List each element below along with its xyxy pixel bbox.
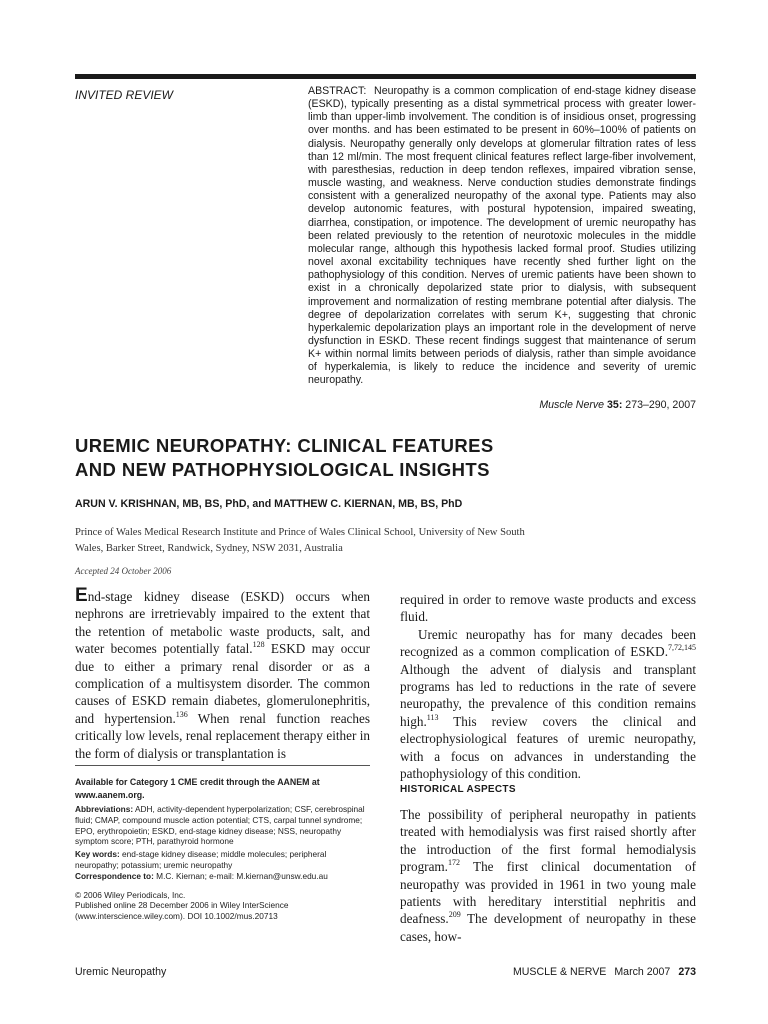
p3-text-b: The first clinical documentation of neuropathy was provided in 1961 in two young male patients with hereditary interstitial nephritis and deafness. xyxy=(400,859,696,927)
ref-sup: 113 xyxy=(426,712,439,722)
abstract xyxy=(308,85,696,388)
drop-cap: E xyxy=(75,585,88,606)
keywords xyxy=(75,849,370,871)
citation-volume: 35: xyxy=(607,399,623,411)
section-heading-historical: HISTORICAL ASPECTS xyxy=(400,784,516,795)
authors: ARUN V. KRISHNAN, MB, BS, PhD, and MATTHEW C. KIERNAN, MB, BS, PhD xyxy=(75,498,463,510)
intro-text-c: When renal function reaches critically low levels, renal replacement therapy either in the form of dialysis or transplantation is xyxy=(75,710,370,761)
keywords-label: Key words: xyxy=(75,849,120,860)
p2-text-b: Although the advent of dialysis and transplant programs has led to reductions in the rate of severe neuropathy, the prevalence of this condition remains high. xyxy=(400,661,696,729)
citation-pages: 273–290, 2007 xyxy=(625,399,696,411)
abstract-text: Neuropathy is a common complication of end-stage kidney disease (ESKD), typically presenting as a distal symmetrical process with greater lower-limb than upper-limb involvement. The condition is of insidious onset, progressing over months. and has been estimated to be present in 60%–100% of patients on dialysis. Neuropathy generally only develops at glomerular filtration rates of less than 12 ml/min. The most frequent clinical features reflect large-fiber involvement, with paresthesias, reduction in deep tendon reflexes, impaired vibration sense, muscle wasting, and weakness. Nerve conduction studies demonstrate findings consistent with a generalized neuropathy of the axonal type. Patients may also develop autonomic features, with postural hypotension, impaired sweating, diarrhea, constipation, or impotence. The development of uremic neuropathy has been related previously to the retention of neurotoxic molecules in the middle molecular range, although this hypothesis lacked formal proof. Studies utilizing novel axonal excitability techniques have recently shed further light on the pathophysiology of this condition. Nerves of uremic patients have been shown to exist in a chronically depolarized state prior to dialysis, with subsequent improvement and normalization of resting membrane potential after dialysis. The degree of depolarization correlates with serum K+, suggesting that chronic hyperkalemic depolarization plays an important role in the development of nerve dysfunction in ESKD. These recent findings suggest that maintenance of serum K+ within normal limits between periods of dialysis, rather than simple avoidance of hyperkalemia, is likely to reduce the incidence and severity of uremic neuropathy. xyxy=(308,85,696,387)
footer-journal: MUSCLE & NERVE xyxy=(512,966,607,978)
keywords-text: end-stage kidney disease; middle molecules; peripheral neuropathy; potassium; uremic neuropathy xyxy=(75,849,327,870)
historical-paragraph xyxy=(400,806,696,945)
page-number: 273 xyxy=(678,966,696,978)
paragraph-3 xyxy=(400,806,696,945)
title-line-2: AND NEW PATHOPHYSIOLOGICAL INSIGHTS xyxy=(75,459,490,480)
abbreviations-text: ADH, activity-dependent hyperpolarization; CSF, cerebrospinal fluid; CMAP, compound muscle action potential; CTS, carpal tunnel syndrome; EPO, erythropoietin; ESKD, end-stage kidney disease; NSS, neuropathy symptom score; PTH, parathyroid hormone xyxy=(75,804,365,847)
abbreviations xyxy=(75,804,370,847)
body-column-right xyxy=(400,591,696,782)
review-type-label: INVITED REVIEW xyxy=(75,88,174,102)
top-rule xyxy=(75,74,696,79)
p2-text-a: Uremic neuropathy has for many decades been recognized as a common complication of ESKD. xyxy=(400,626,696,660)
correspondence xyxy=(75,871,370,882)
abstract-label: ABSTRACT: xyxy=(308,85,367,97)
ref-sup: 136 xyxy=(175,709,188,719)
correspondence-label: Correspondence to: xyxy=(75,870,154,881)
ref-sup: 128 xyxy=(252,640,265,650)
footnote-divider xyxy=(75,765,370,766)
footer-date: March 2007 xyxy=(614,966,671,978)
p3-text-a: The possibility of peripheral neuropathy in patients treated with hemodialysis was first raised shortly after the introduction of the first formal hemodialysis program. xyxy=(400,807,696,875)
title-line-1: UREMIC NEUROPATHY: CLINICAL FEATURES xyxy=(75,435,494,456)
p3-text-c: The development of neuropathy in these cases, how- xyxy=(400,911,696,944)
abbreviations-label: Abbreviations: xyxy=(75,804,134,814)
running-title: Uremic Neuropathy xyxy=(75,966,167,978)
copyright: © 2006 Wiley Periodicals, Inc. xyxy=(75,889,186,900)
intro-continuation: required in order to remove waste products and excess fluid. xyxy=(400,592,696,625)
paragraph-2 xyxy=(400,626,696,783)
footnotes xyxy=(75,776,370,922)
citation-journal: Muscle Nerve xyxy=(539,399,605,411)
page-footer xyxy=(460,966,696,978)
p2-text-c: This review covers the clinical and electrophysiological features of uremic neuropathy, with a focus on advances in understanding the pathophysiology of this condition. xyxy=(400,713,696,782)
citation xyxy=(308,399,696,411)
intro-paragraph xyxy=(75,585,370,762)
body-column-left xyxy=(75,585,370,762)
affiliation: Prince of Wales Medical Research Institute and Prince of Wales Clinical School, University of New South Wales, Barker Street, Randwick, Sydney, NSW 2031, Australia xyxy=(75,527,525,554)
intro-text-b: ESKD may occur due to either a primary renal disorder or as a complication of a multisystem disorder. The common causes of ESKD remain diabetes, glomerulonephritis, and hypertension. xyxy=(75,641,370,726)
publication-info: Published online 28 December 2006 in Wiley InterScience (www.interscience.wiley.com). DOI 10.1002/mus.20713 xyxy=(75,900,289,922)
ref-sup: 7,72,145 xyxy=(668,643,696,653)
ref-sup: 209 xyxy=(448,910,461,920)
correspondence-text: M.C. Kiernan; e-mail: M.kiernan@unsw.edu.au xyxy=(156,870,328,881)
ref-sup: 172 xyxy=(447,858,460,868)
accepted-date: Accepted 24 October 2006 xyxy=(75,566,172,576)
cme-note: Available for Category 1 CME credit through the AANEM at www.aanem.org. xyxy=(75,777,320,800)
intro-text-a: nd-stage kidney disease (ESKD) occurs when nephrons are irretrievably impaired to the extent that the retention of metabolic waste products, salt, and water becomes potentially fatal. xyxy=(75,589,370,657)
article-title xyxy=(75,434,696,482)
